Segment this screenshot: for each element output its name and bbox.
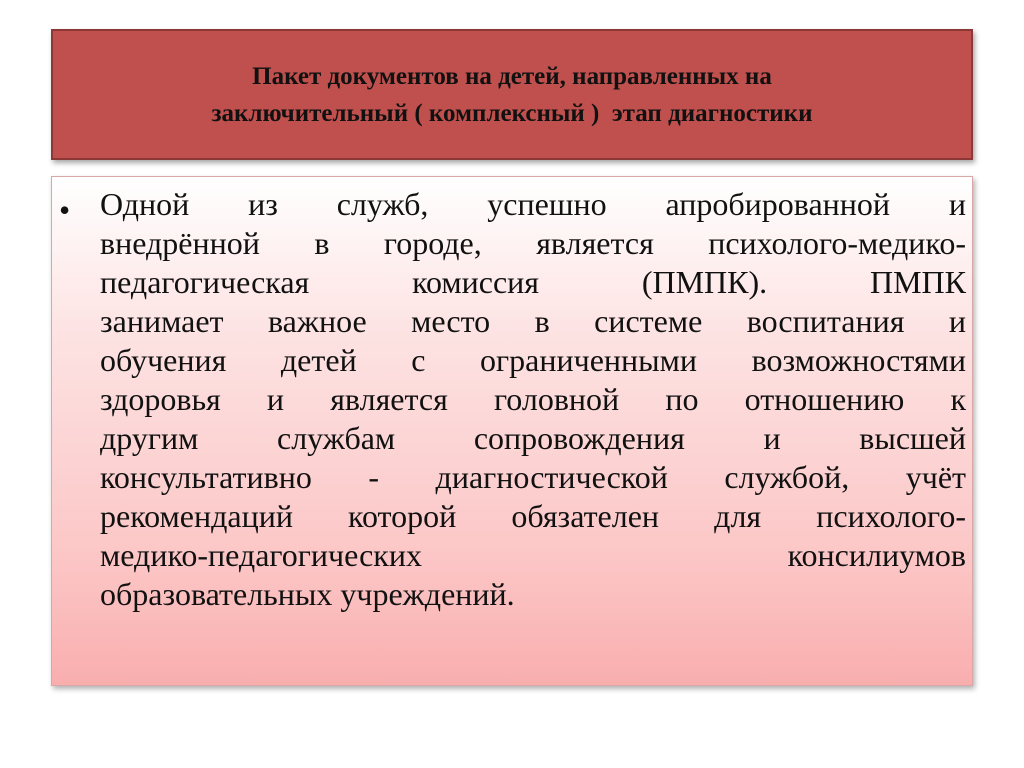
bullet-paragraph [100,185,966,614]
paragraph-line: педагогическая комиссия (ПМПК). ПМПК [100,264,966,300]
paragraph-line: Одной из служб, успешно апробированной и [100,186,966,222]
paragraph-line: консультативно - диагностической службой, учёт [100,459,966,495]
paragraph-line: внедрённой в городе, является психолого-медико- [100,225,966,261]
paragraph-line: обучения детей с ограниченными возможностями [100,342,966,378]
paragraph-line: здоровья и является головной по отношению к [100,381,966,417]
slide-title-line-1: Пакет документов на детей, направленных на [252,62,772,90]
paragraph-line: рекомендаций которой обязателен для психолого- [100,498,966,534]
slide-title-line-2: заключительный ( комплексный ) этап диагностики [211,99,813,127]
paragraph-line: медико-педагогических консилиумов [100,537,966,573]
slide-title-box [51,29,973,160]
bullet-marker: • [59,192,71,228]
paragraph-line: занимает важное место в системе воспитания и [100,303,966,339]
paragraph-line: образовательных учреждений. [100,576,515,612]
slide-content-box [51,176,973,686]
paragraph-line: другим службам сопровождения и высшей [100,420,966,456]
